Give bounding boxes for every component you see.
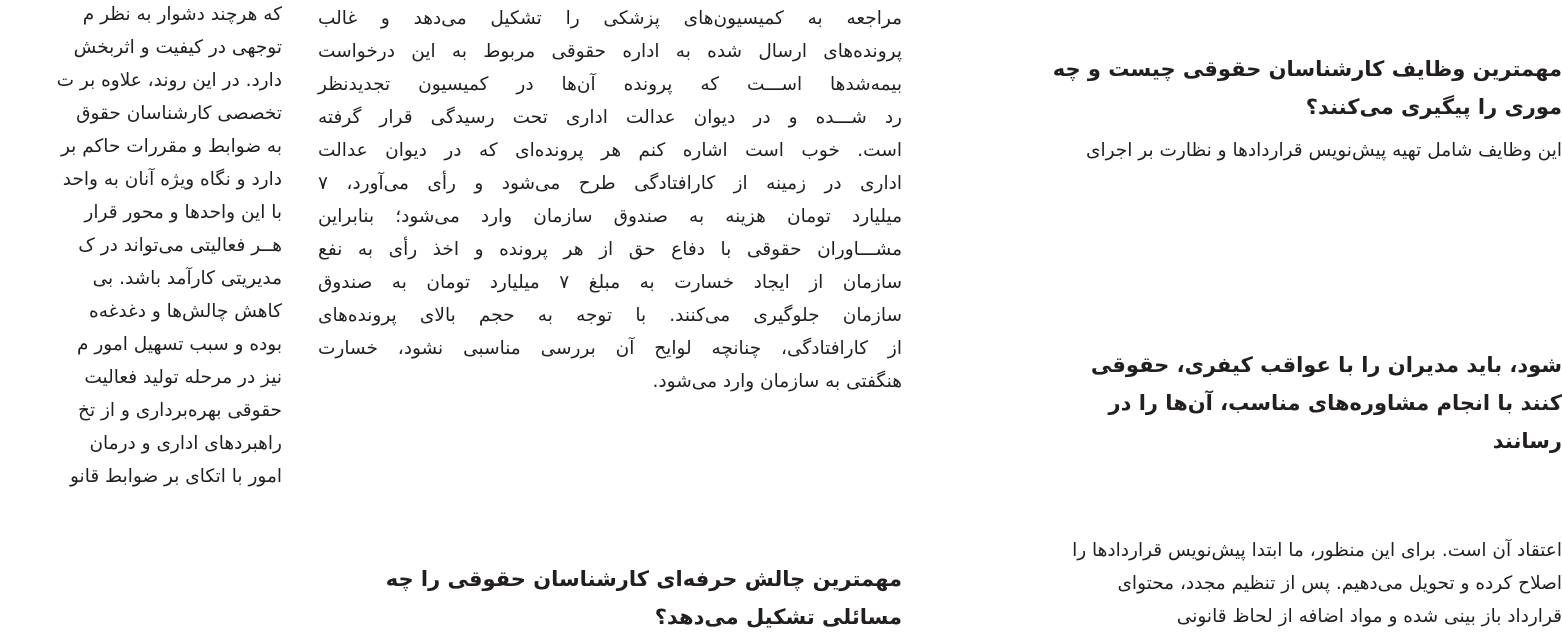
- middle-text-line: مشـــاوران حقوقی با دفاع حق از هر پرونده و اخذ رأی به نفع: [318, 239, 902, 260]
- right-text-line: قرارداد باز بینی شده و مواد اضافه از لحاظ قانونی: [1176, 606, 1562, 627]
- left-text-line: امور با اتکای بر ضوابط قانو: [69, 466, 282, 487]
- section-heading: موری را پیگیری می‌کنند؟: [1305, 95, 1562, 119]
- middle-text-line: مراجعه به کمیسیون‌های پزشکی را تشکیل می‌دهد و غالب: [318, 8, 902, 29]
- section-heading: کنند با انجام مشاوره‌های مناسب، آن‌ها را در: [1108, 391, 1562, 415]
- left-text-line: کاهش چالش‌ها و دغدغه‌ه: [89, 301, 282, 322]
- middle-text-line: از کارافتادگی، چنانچه لوایح آن بررسی مناسبی نشود، خسارت: [318, 338, 902, 359]
- right-column: [942, 0, 1562, 642]
- section-heading: رسانند: [1492, 429, 1562, 453]
- left-text-line: بوده و سبب تسهیل امور م: [77, 334, 282, 355]
- middle-text-line: اداری در زمینه از کارافتادگی طرح می‌شود و رأی می‌آورد، ۷: [318, 173, 902, 194]
- left-text-line: توجهی در کیفیت و اثربخش: [73, 37, 282, 58]
- right-text-line: اعتقاد آن است. برای این منظور، ما ابتدا پیش‌نویس قراردادها را: [1072, 540, 1562, 561]
- section-heading: مهمترین چالش حرفه‌ای کارشناسان حقوقی را چه: [385, 567, 902, 591]
- left-text-line: هــر فعالیتی می‌تواند در ک: [78, 235, 282, 256]
- left-text-line: دارد. در این روند، علاوه بر ت: [56, 70, 282, 91]
- middle-text-line: هنگفتی به سازمان وارد می‌شود.: [652, 371, 902, 392]
- right-text-line: این وظایف شامل تهیه پیش‌نویس قراردادها و نظارت بر اجرای: [1085, 140, 1562, 161]
- left-text-line: دارد و نگاه ویژه آنان به واحد: [62, 169, 282, 190]
- right-text-line: اصلاح کرده و تحویل می‌دهیم. پس از تنظیم مجدد، محتوای: [1117, 573, 1562, 594]
- left-text-line: نیز در مرحله تولید فعالیت: [84, 367, 282, 388]
- middle-column: [318, 0, 902, 642]
- middle-text-line: میلیارد تومان هزینه به صندوق سازمان وارد می‌شود؛ بنابراین: [318, 206, 902, 227]
- left-text-line: حقوقی بهره‌برداری و از تخ: [78, 400, 282, 421]
- left-text-line: مدیریتی کارآمد باشد. بی: [92, 268, 282, 289]
- middle-text-line: سازمان جلوگیری می‌کنند. با توجه به حجم بالای پرونده‌های: [318, 305, 902, 326]
- middle-text-line: پرونده‌های ارسال شده به اداره حقوقی مربوط به این درخواست: [318, 41, 902, 62]
- middle-text-line: است. خوب است اشاره کنم هر پرونده‌ای که در دیوان عدالت: [318, 140, 902, 161]
- middle-text-line: بیمه‌شدها اســـت که پرونده آن‌ها در کمیسیون تجدیدنظر: [318, 74, 902, 95]
- left-text-line: راهبردهای اداری و درمان: [89, 433, 282, 454]
- left-text-line: به ضوابط و مقررات حاکم بر: [60, 136, 282, 157]
- section-heading: مهمترین وظایف کارشناسان حقوقی چیست و چه: [1052, 57, 1562, 81]
- middle-text-line: سازمان از ایجاد خسارت به مبلغ ۷ میلیارد تومان به صندوق: [318, 272, 903, 293]
- section-heading: مسائلی تشکیل می‌دهد؟: [654, 605, 902, 629]
- left-column: [0, 0, 282, 642]
- left-text-line: با این واحدها و محور قرار: [84, 202, 282, 223]
- left-text-line: که هرچند دشوار به نظر م: [82, 4, 282, 25]
- left-text-line: تخصصی کارشناسان حقوق: [76, 103, 282, 124]
- middle-text-line: رد شـــده و در دیوان عدالت اداری تحت رسیدگی قرار گرفته: [318, 107, 902, 128]
- section-heading: شود، باید مدیران را با عواقب کیفری، حقوقی: [1090, 353, 1562, 377]
